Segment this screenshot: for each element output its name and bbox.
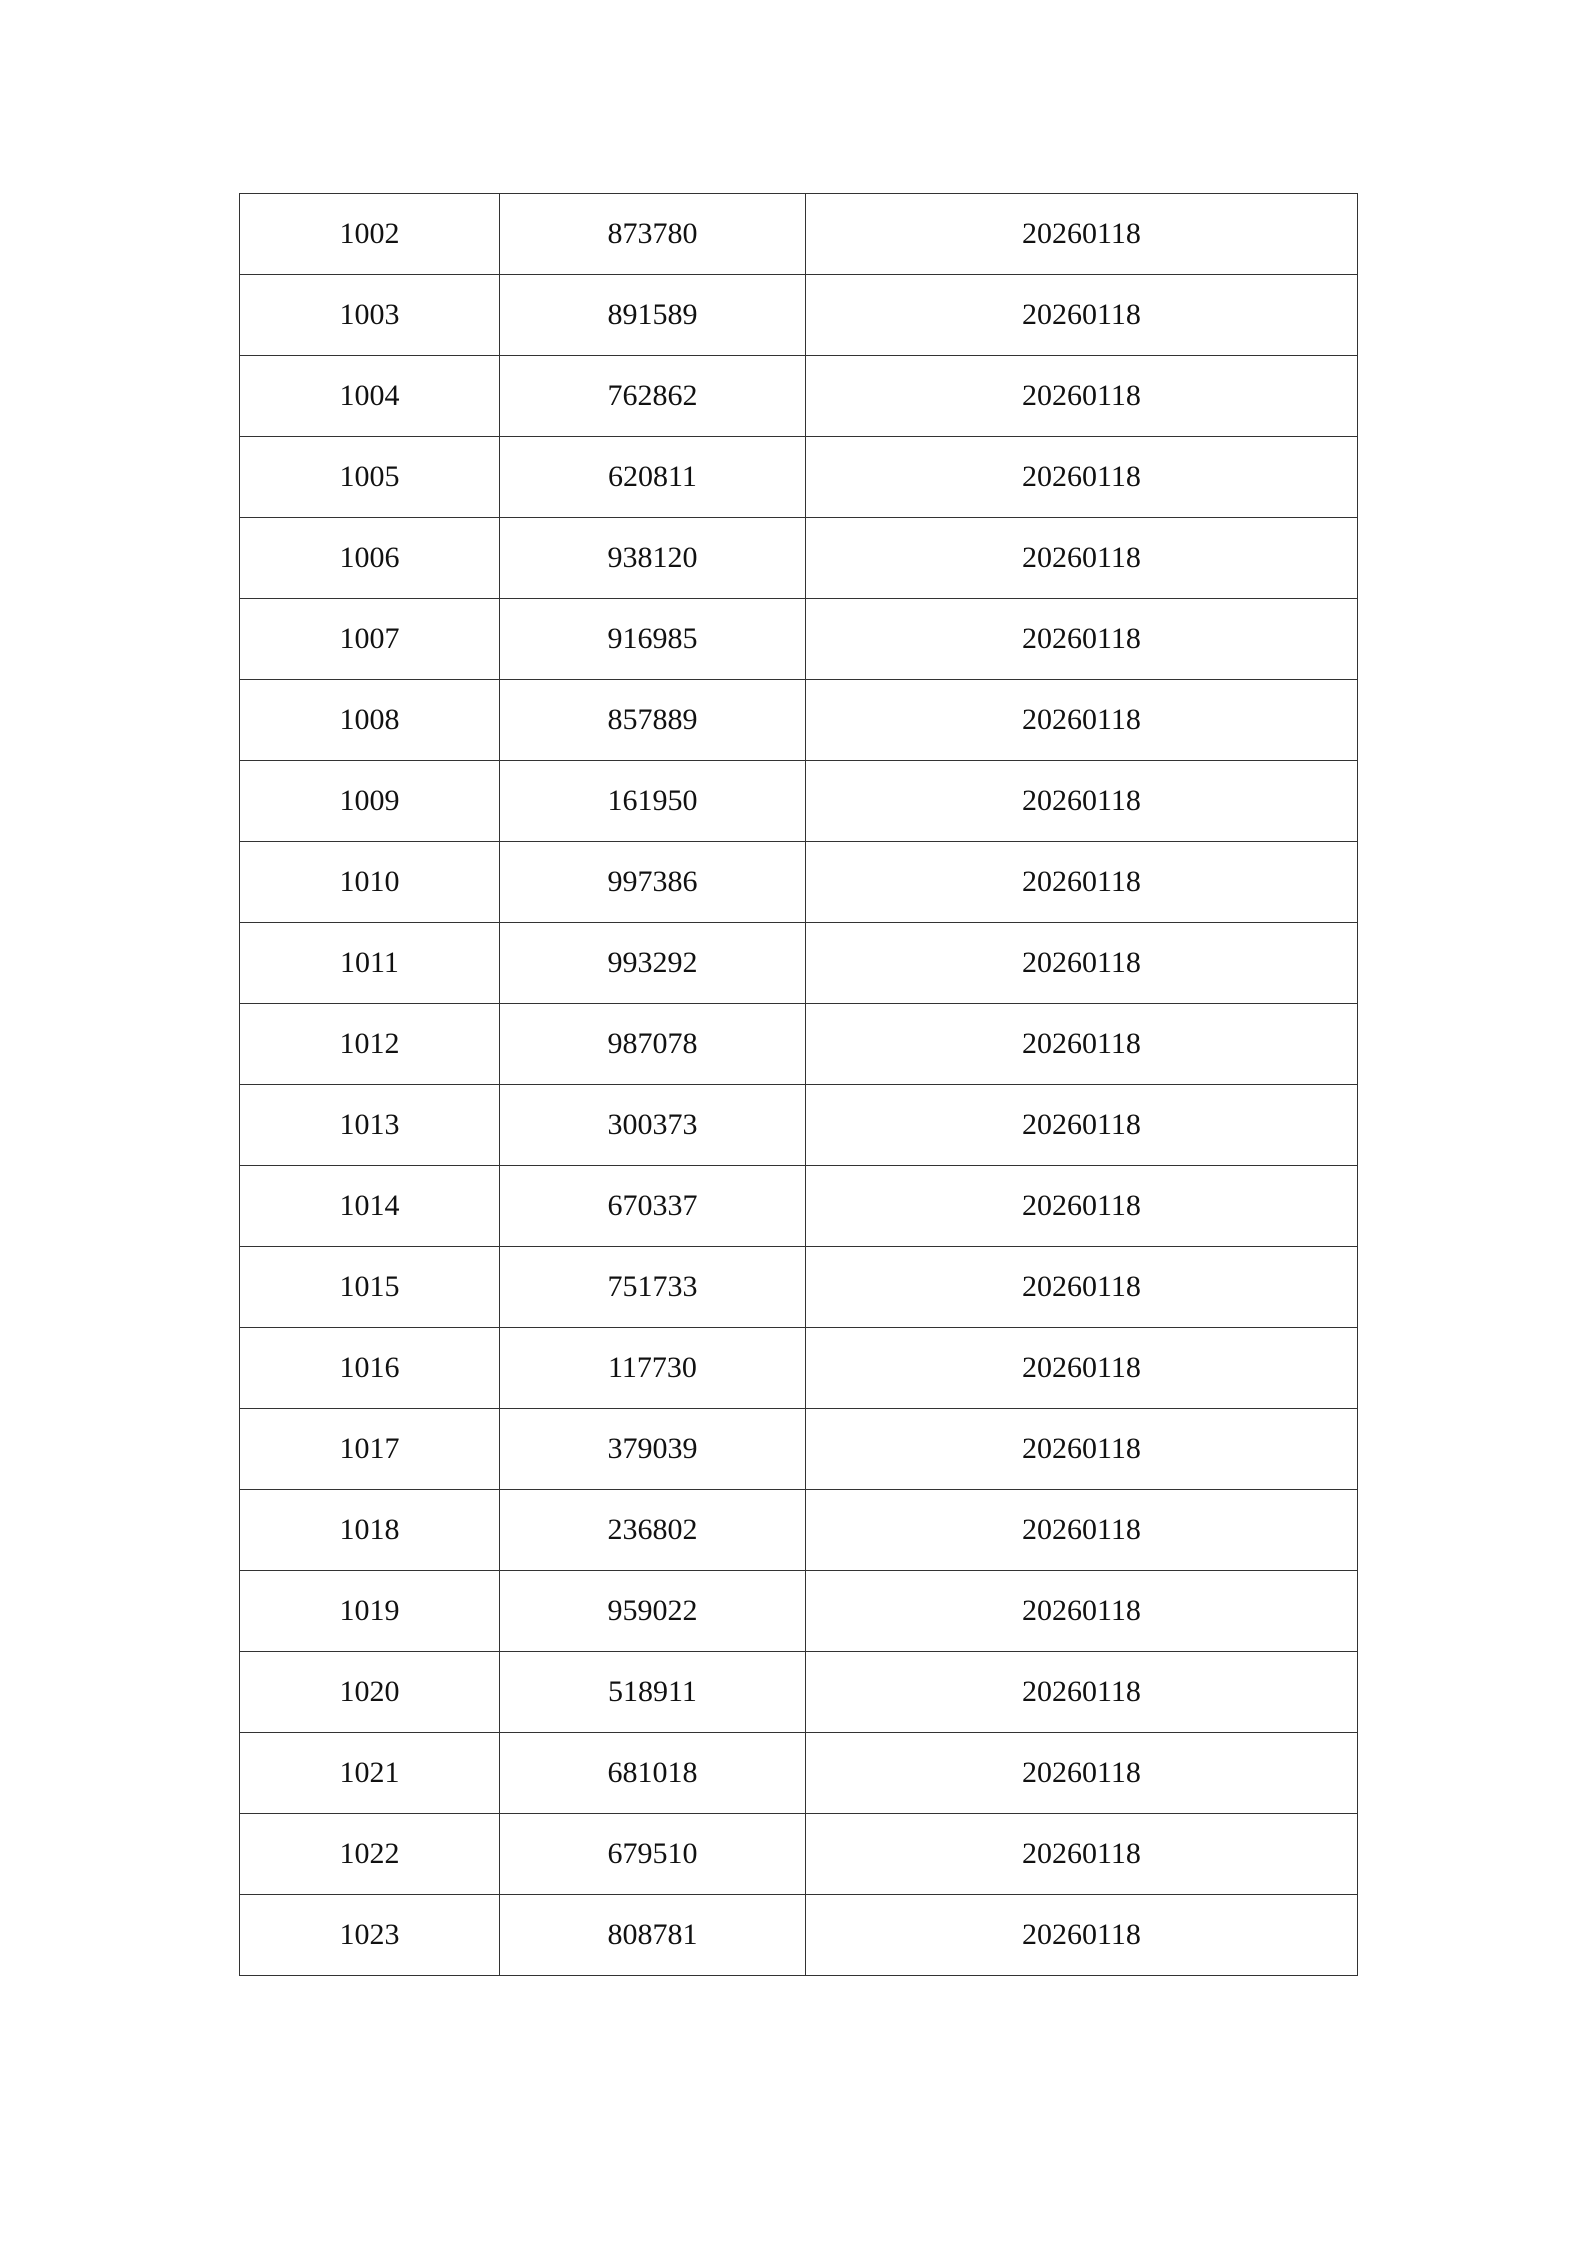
code-cell: 873780: [500, 194, 806, 275]
date-cell: 20260118: [806, 1166, 1358, 1247]
code-cell: 916985: [500, 599, 806, 680]
date-cell: 20260118: [806, 923, 1358, 1004]
date-cell: 20260118: [806, 194, 1358, 275]
table-row: [240, 194, 1358, 275]
table-row: [240, 1814, 1358, 1895]
id-cell: 1011: [240, 923, 500, 1004]
table-body: [240, 194, 1358, 1976]
code-cell: 236802: [500, 1490, 806, 1571]
id-cell: 1014: [240, 1166, 500, 1247]
date-cell: 20260118: [806, 842, 1358, 923]
table-row: [240, 1895, 1358, 1976]
id-cell: 1009: [240, 761, 500, 842]
code-cell: 679510: [500, 1814, 806, 1895]
table-row: [240, 1085, 1358, 1166]
table-row: [240, 1409, 1358, 1490]
date-cell: 20260118: [806, 599, 1358, 680]
id-cell: 1004: [240, 356, 500, 437]
date-cell: 20260118: [806, 1247, 1358, 1328]
id-cell: 1005: [240, 437, 500, 518]
date-cell: 20260118: [806, 1490, 1358, 1571]
id-cell: 1015: [240, 1247, 500, 1328]
date-cell: 20260118: [806, 437, 1358, 518]
id-cell: 1016: [240, 1328, 500, 1409]
id-cell: 1002: [240, 194, 500, 275]
date-cell: 20260118: [806, 761, 1358, 842]
code-cell: 997386: [500, 842, 806, 923]
code-cell: 808781: [500, 1895, 806, 1976]
date-cell: 20260118: [806, 275, 1358, 356]
code-cell: 938120: [500, 518, 806, 599]
date-cell: 20260118: [806, 1328, 1358, 1409]
id-cell: 1012: [240, 1004, 500, 1085]
table-row: [240, 437, 1358, 518]
table-row: [240, 1652, 1358, 1733]
id-cell: 1022: [240, 1814, 500, 1895]
table-row: [240, 1166, 1358, 1247]
table-row: [240, 680, 1358, 761]
code-cell: 161950: [500, 761, 806, 842]
id-cell: 1006: [240, 518, 500, 599]
table-row: [240, 518, 1358, 599]
date-cell: 20260118: [806, 1652, 1358, 1733]
code-cell: 300373: [500, 1085, 806, 1166]
id-cell: 1020: [240, 1652, 500, 1733]
table-row: [240, 1571, 1358, 1652]
code-cell: 518911: [500, 1652, 806, 1733]
table-row: [240, 1247, 1358, 1328]
id-cell: 1021: [240, 1733, 500, 1814]
code-cell: 987078: [500, 1004, 806, 1085]
data-table: [239, 193, 1358, 1976]
code-cell: 117730: [500, 1328, 806, 1409]
code-cell: 751733: [500, 1247, 806, 1328]
date-cell: 20260118: [806, 1004, 1358, 1085]
table-row: [240, 842, 1358, 923]
id-cell: 1010: [240, 842, 500, 923]
id-cell: 1003: [240, 275, 500, 356]
table-row: [240, 356, 1358, 437]
date-cell: 20260118: [806, 1814, 1358, 1895]
id-cell: 1008: [240, 680, 500, 761]
date-cell: 20260118: [806, 1571, 1358, 1652]
table-row: [240, 1733, 1358, 1814]
table-row: [240, 275, 1358, 356]
date-cell: 20260118: [806, 518, 1358, 599]
code-cell: 891589: [500, 275, 806, 356]
table-row: [240, 761, 1358, 842]
code-cell: 993292: [500, 923, 806, 1004]
table-row: [240, 599, 1358, 680]
id-cell: 1013: [240, 1085, 500, 1166]
date-cell: 20260118: [806, 356, 1358, 437]
id-cell: 1018: [240, 1490, 500, 1571]
code-cell: 959022: [500, 1571, 806, 1652]
id-cell: 1023: [240, 1895, 500, 1976]
table-row: [240, 1490, 1358, 1571]
date-cell: 20260118: [806, 1895, 1358, 1976]
code-cell: 857889: [500, 680, 806, 761]
id-cell: 1007: [240, 599, 500, 680]
id-cell: 1019: [240, 1571, 500, 1652]
code-cell: 620811: [500, 437, 806, 518]
table-row: [240, 923, 1358, 1004]
id-cell: 1017: [240, 1409, 500, 1490]
table-row: [240, 1004, 1358, 1085]
code-cell: 670337: [500, 1166, 806, 1247]
code-cell: 379039: [500, 1409, 806, 1490]
date-cell: 20260118: [806, 1085, 1358, 1166]
table-row: [240, 1328, 1358, 1409]
date-cell: 20260118: [806, 1733, 1358, 1814]
code-cell: 681018: [500, 1733, 806, 1814]
date-cell: 20260118: [806, 1409, 1358, 1490]
date-cell: 20260118: [806, 680, 1358, 761]
code-cell: 762862: [500, 356, 806, 437]
